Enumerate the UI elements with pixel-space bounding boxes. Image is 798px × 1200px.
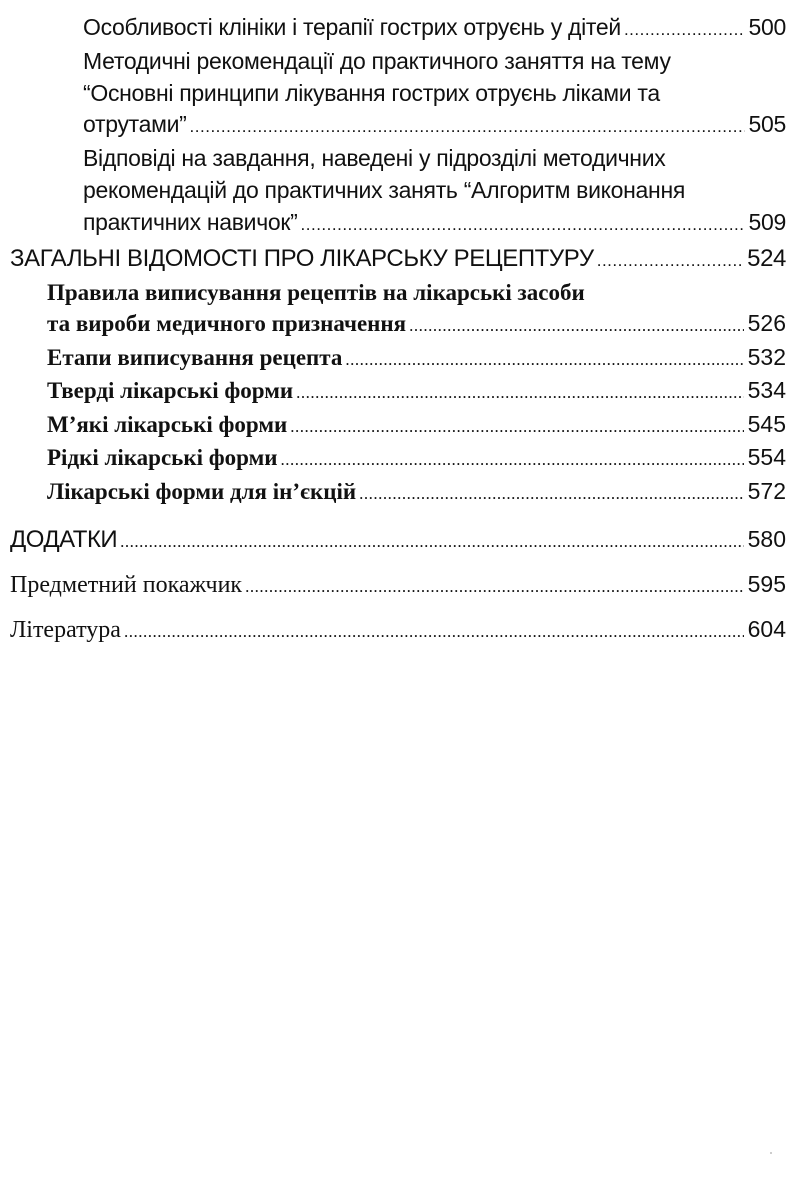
- entry-title-line: рекомендацій до практичних занять “Алгоритм виконання: [83, 176, 686, 203]
- toc-entry-line: [47, 442, 786, 476]
- toc-part-heading: [10, 243, 786, 277]
- page-number: 526: [747, 310, 786, 337]
- dot-leader: [190, 109, 745, 143]
- entry-title: М’які лікарські форми: [47, 411, 288, 437]
- dot-leader: [296, 375, 744, 409]
- entry-title: Лікарські форми для ін’єкцій: [47, 478, 357, 504]
- dot-leader: [597, 243, 743, 277]
- page-number: 500: [748, 14, 786, 40]
- toc-entry: [47, 442, 786, 476]
- toc-entry-line: [47, 476, 786, 510]
- entry-title-line: Правила виписування рецептів на лікарські засоби: [47, 279, 585, 305]
- toc-entry: [47, 342, 786, 376]
- toc-entry: [83, 12, 786, 46]
- toc-entry-line: [83, 109, 786, 143]
- section-title: Предметний покажчик: [10, 572, 243, 599]
- toc-entry-line: [47, 342, 786, 376]
- page-number: 509: [748, 208, 786, 235]
- entry-title: Рідкі лікарські форми: [47, 445, 278, 471]
- page-number: 580: [747, 526, 786, 553]
- entry-title-line: Методичні рекомендації до практичного заняття на тему: [83, 47, 671, 74]
- toc-entry-line: [47, 409, 786, 443]
- toc-entry-line: [47, 375, 786, 409]
- dot-leader: [281, 442, 744, 476]
- page-number: 534: [747, 377, 786, 404]
- page-number: 524: [747, 244, 786, 272]
- toc-entry-line: [10, 243, 786, 277]
- page-number: 572: [747, 477, 786, 504]
- entry-title-line: Відповіді на завдання, наведені у підрозділі методичних: [83, 145, 666, 172]
- table-of-contents: [10, 12, 786, 648]
- entry-title: та вироби медичного призначення: [47, 311, 407, 337]
- page-number: 595: [747, 571, 786, 598]
- toc-entry: [47, 476, 786, 510]
- dot-leader: [245, 569, 744, 603]
- toc-section: [10, 523, 786, 558]
- toc-entry-line: [83, 12, 786, 46]
- entry-title: Тверді лікарські форми: [47, 378, 294, 404]
- section-title: ДОДАТКИ: [10, 526, 118, 554]
- toc-entry: [83, 143, 786, 240]
- section-title: Література: [10, 617, 121, 644]
- toc-entry-line: [10, 613, 786, 648]
- page-number: 532: [747, 343, 786, 370]
- part-title: ЗАГАЛЬНІ ВІДОМОСТІ ПРО ЛІКАРСЬКУ РЕЦЕПТУРУ: [10, 244, 594, 272]
- dot-leader: [359, 476, 743, 510]
- toc-entry-line: [10, 568, 786, 603]
- entry-title: Етапи виписування рецепта: [47, 344, 343, 370]
- entry-title-line: “Основні принципи лікування гострих отруєнь ліками та: [83, 79, 660, 106]
- toc-entry: [83, 46, 786, 143]
- dot-leader: [120, 524, 743, 558]
- dot-leader: [409, 308, 744, 342]
- dot-leader: [345, 342, 743, 376]
- page-number: 545: [747, 410, 786, 437]
- toc-entry: [47, 375, 786, 409]
- entry-title: Особливості клініки і терапії гострих отруєнь у дітей: [83, 14, 621, 40]
- toc-entry: [47, 409, 786, 443]
- page-number: 554: [747, 444, 786, 471]
- entry-title: отрутами”: [83, 111, 187, 138]
- toc-entry-line: [10, 523, 786, 558]
- toc-entry-line: [83, 207, 786, 241]
- dot-leader: [290, 409, 743, 443]
- scan-speck: [770, 1152, 772, 1154]
- toc-section: [10, 568, 786, 603]
- toc-entry: [47, 277, 786, 342]
- entry-title: практичних навичок”: [83, 208, 298, 235]
- dot-leader: [124, 614, 744, 648]
- dot-leader: [624, 12, 745, 46]
- toc-entry-line: [47, 308, 786, 342]
- dot-leader: [301, 207, 745, 241]
- toc-section: [10, 613, 786, 648]
- page-number: 505: [748, 111, 786, 138]
- page-number: 604: [747, 616, 786, 643]
